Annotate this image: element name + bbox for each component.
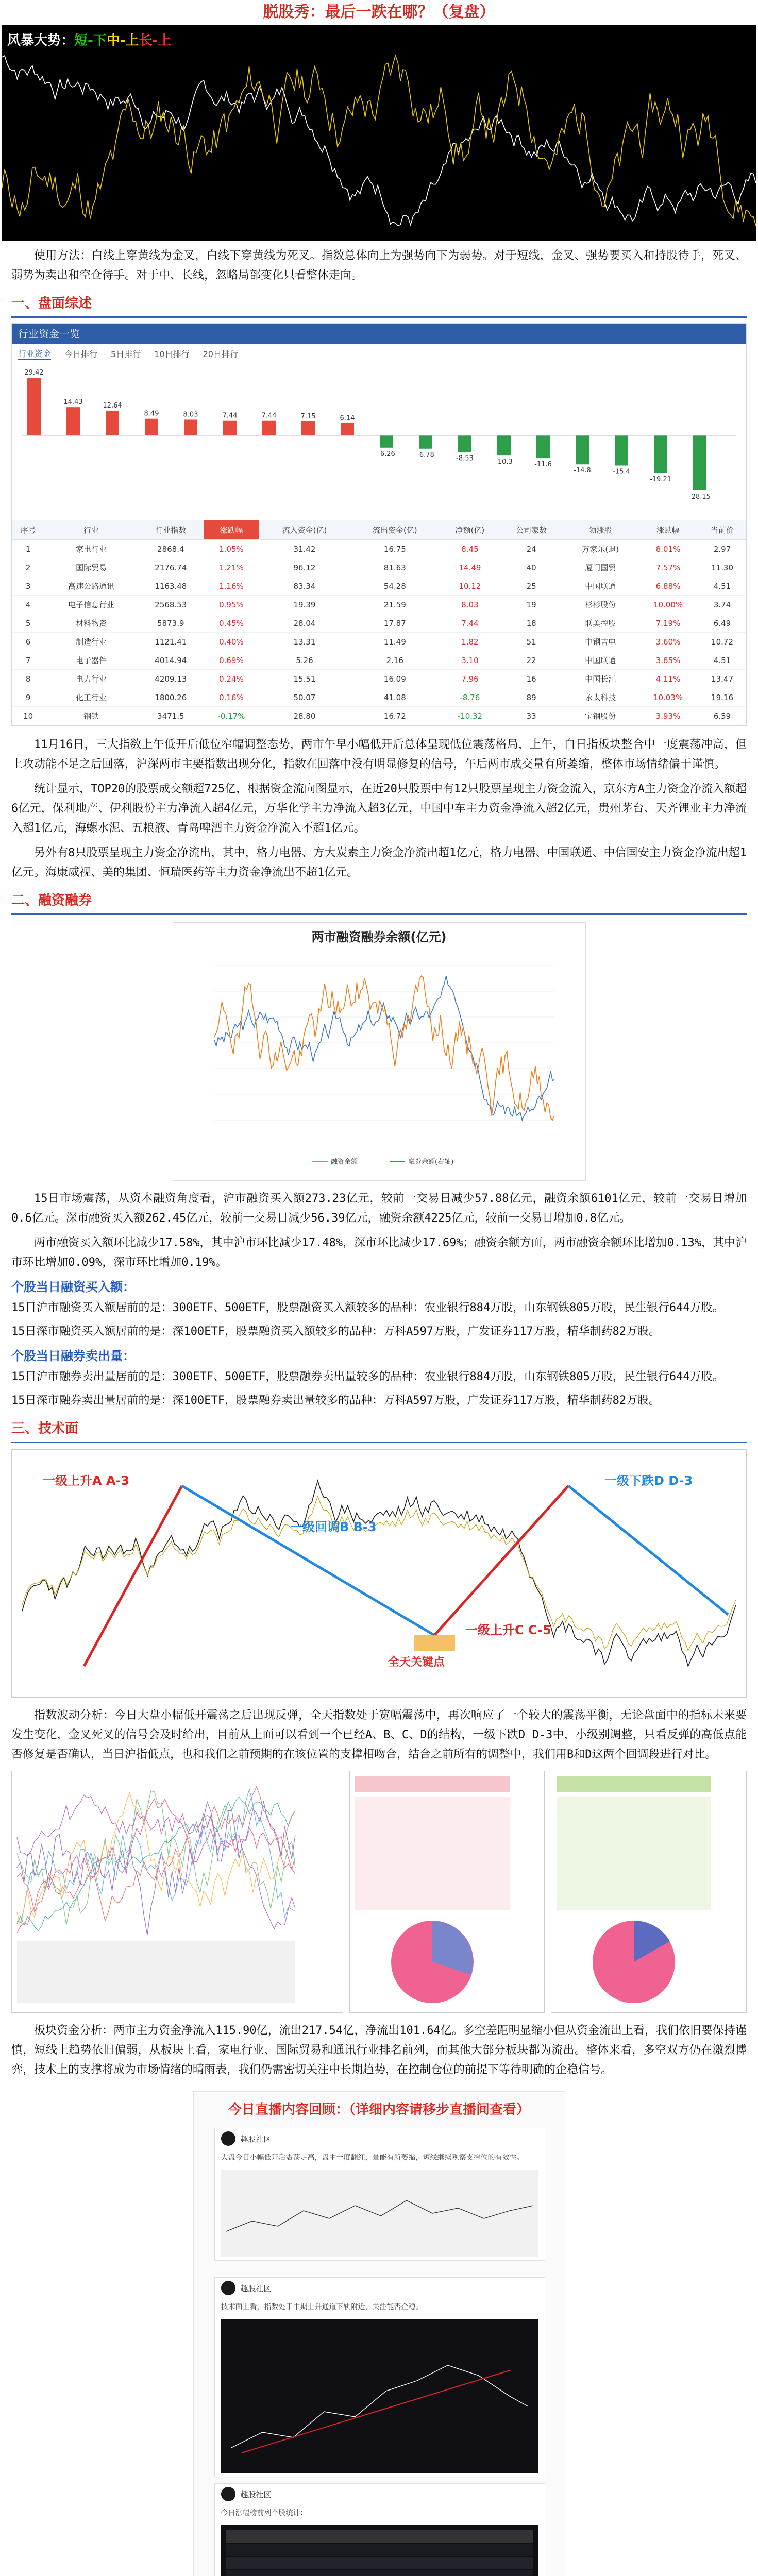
th-price[interactable]: 当前价 xyxy=(698,520,746,540)
thumb-pie-a-svg xyxy=(350,1771,545,2013)
table-cell: -10.32 xyxy=(440,707,500,725)
fund-bar xyxy=(654,435,667,473)
wave-a xyxy=(84,1486,182,1666)
sec2-para2: 两市融资买入额环比减少17.58%，其中沪市环比减少17.48%，深市环比减少17.69%；融资余额方面，两市融资余额环比增加0.13%，其中沪市环比增加0.09%，深市环比增加0.19%。 xyxy=(11,1236,747,1269)
fund-bar xyxy=(419,435,432,449)
table-cell: 永太科技 xyxy=(563,688,638,707)
thumb-header-bar xyxy=(355,1776,510,1792)
table-cell: 电力行业 xyxy=(44,670,138,688)
table-cell: 21.59 xyxy=(350,596,440,614)
table-cell: 3 xyxy=(12,577,44,596)
avatar xyxy=(221,2281,235,2295)
table-cell: 高速公路通讯 xyxy=(44,577,138,596)
card-image-svg xyxy=(221,2170,538,2257)
fund-bar-label: -28.15 xyxy=(689,493,711,501)
table-cell: 10 xyxy=(12,707,44,725)
fund-bar-chart xyxy=(12,363,746,518)
margin-line-blue xyxy=(214,976,554,1120)
trend-short: 短-下 xyxy=(74,33,107,48)
table-cell: 2.97 xyxy=(698,540,746,558)
fund-bar-label: -14.8 xyxy=(574,467,591,475)
table-cell: 化工行业 xyxy=(44,688,138,707)
table-cell: 1.82 xyxy=(440,633,500,651)
page-title: 脱股秀：最后一跌在哪？（复盘） xyxy=(263,3,495,21)
table-cell: 7.57% xyxy=(638,558,698,577)
thumb-line xyxy=(17,1801,295,1935)
table-cell: 50.07 xyxy=(259,688,349,707)
table-cell: 3.85% xyxy=(638,651,698,670)
sec1-para1: 11月16日，三大指数上午低开后低位窄幅调整态势，两市午早小幅低开后总体呈现低位震荡格局，上午，白日指板块整合中一度震荡冲高，但上攻动能不足之后回落，沪深两市主要指数出现分化，指数在回落中没有明显修复的信号，午后两市成交量有所萎缩，整体市场情绪偏于谨慎。 xyxy=(11,738,747,771)
section-1-title: 一、盘面综述 xyxy=(11,296,92,311)
promo-card-2 xyxy=(214,2277,545,2477)
thumb-multi-line-svg xyxy=(12,1771,343,2013)
table-cell: 材料物资 xyxy=(44,614,138,633)
table-cell: 8 xyxy=(12,670,44,688)
table-cell: 2868.4 xyxy=(138,540,204,558)
table-cell: 8.45 xyxy=(440,540,500,558)
thumb-line xyxy=(17,1789,295,1923)
table-cell: 2 xyxy=(12,558,44,577)
card-image xyxy=(221,2170,538,2257)
table-cell: 5.26 xyxy=(259,651,349,670)
avatar xyxy=(221,2131,235,2146)
table-cell: -0.17% xyxy=(204,707,260,725)
card-image xyxy=(221,2525,538,2576)
legend-a: 融资余额 xyxy=(330,1158,358,1166)
table-cell: 7.96 xyxy=(440,670,500,688)
card-text: 大盘今日小幅低开后震荡走高，盘中一度翻红，量能有所萎缩，短线继续观察支撑位的有效性。 xyxy=(221,2154,524,2162)
sec3-para1: 指数波动分析：今日大盘小幅低开震荡之后出现反弹，全天指数处于宽幅震荡中，再次响应了一个较大的震荡平衡，无论盘面中的指标未来要发生变化，金叉死叉的信号会及时给出，目前从上面可以看到一个已经A、B、C、D的结构，一级下跌D D-3中，小级别调整，只看反弹的高低点能否修复是否确认，当日沪指低点，也和我们之前预期的在该位置的支撑相吻合，结合之前所有的调整中，我们用B和D这两个回调段进行对比。 xyxy=(11,1709,747,1761)
buy-sz: 15日深市融资买入额居前的是：深100ETF，股票融资买入额较多的品种：万科A597万股，广发证券117万股，精华制药82万股。 xyxy=(11,1325,661,1338)
table-cell: 电子信息行业 xyxy=(44,596,138,614)
thumb-line xyxy=(17,1795,295,1929)
table-header-row xyxy=(12,520,746,540)
table-cell: 4209.13 xyxy=(138,670,204,688)
fund-bar-label: -11.6 xyxy=(534,461,552,469)
table-cell: 19.16 xyxy=(698,688,746,707)
industry-table xyxy=(12,520,746,725)
table-cell: 22 xyxy=(500,651,563,670)
fund-bar xyxy=(184,419,197,435)
label-a3: 一级上升A A-3 xyxy=(43,1473,130,1488)
fund-bar xyxy=(106,411,119,435)
table-cell: 16 xyxy=(500,670,563,688)
table-cell: 1121.41 xyxy=(138,633,204,651)
table-cell: 厦门国贸 xyxy=(563,558,638,577)
section-3-title: 三、技术面 xyxy=(11,1421,79,1436)
table-cell: 宝钢股份 xyxy=(563,707,638,725)
table-cell: 电子器件 xyxy=(44,651,138,670)
margin-grid xyxy=(214,965,554,1120)
table-cell: 19.39 xyxy=(259,596,349,614)
table-cell: 0.16% xyxy=(204,688,260,707)
technical-chart xyxy=(11,1449,747,1698)
card-line xyxy=(226,2200,533,2231)
table-cell: 钢铁 xyxy=(44,707,138,725)
table-cell: 0.95% xyxy=(204,596,260,614)
margin-line-orange xyxy=(214,976,554,1120)
fund-bar xyxy=(66,407,80,435)
table-cell: 1 xyxy=(12,540,44,558)
table-cell: 0.40% xyxy=(204,633,260,651)
fund-bar-label: 29.42 xyxy=(24,369,44,377)
table-row[interactable] xyxy=(12,670,746,688)
card-header xyxy=(215,2128,545,2149)
section-2-title: 二、融资融券 xyxy=(11,893,92,908)
promo-card-3 xyxy=(214,2483,545,2576)
promo-title: 今日直播内容回顾：（详细内容请移步直播间查看） xyxy=(228,2102,530,2117)
table-cell: 4.11% xyxy=(638,670,698,688)
table-cell: 33 xyxy=(500,707,563,725)
buy-sh: 15日沪市融资买入额居前的是：300ETF、500ETF，股票融资买入额较多的品种：农业银行884万股，山东钢铁805万股，民生银行644万股。 xyxy=(11,1301,724,1314)
trend-prefix: 风暴大势： xyxy=(7,33,75,48)
table-cell: 6.49 xyxy=(698,614,746,633)
buy-subtitle: 个股当日融资买入额： xyxy=(11,1280,135,1294)
table-cell: 6.59 xyxy=(698,707,746,725)
fund-bar-label: 8.03 xyxy=(183,411,198,419)
card-trend xyxy=(242,2370,510,2453)
table-cell: 0.69% xyxy=(204,651,260,670)
table-cell: 1800.26 xyxy=(138,688,204,707)
table-cell: 13.47 xyxy=(698,670,746,688)
th-leader-change[interactable]: 涨跌幅 xyxy=(638,520,698,540)
fund-bar xyxy=(301,421,315,435)
fund-bar xyxy=(458,435,471,452)
legend-b: 融券余额(右轴) xyxy=(408,1158,453,1166)
fund-bar-label: 7.44 xyxy=(261,412,277,420)
card-image xyxy=(221,2319,538,2473)
fund-bar xyxy=(380,435,393,448)
table-cell: 28.80 xyxy=(259,707,349,725)
promo-table-row xyxy=(226,2570,533,2576)
table-cell: 6 xyxy=(12,633,44,651)
th-count[interactable]: 公司家数 xyxy=(500,520,563,540)
table-cell: 81.63 xyxy=(350,558,440,577)
thumb-list-area xyxy=(355,1797,510,1910)
table-cell: 16.72 xyxy=(350,707,440,725)
live-recap xyxy=(193,2091,565,2576)
industry-panel xyxy=(11,323,747,726)
card-price xyxy=(231,2365,528,2448)
thumb-line xyxy=(17,1791,295,1925)
table-cell: 13.31 xyxy=(259,633,349,651)
fund-bar-label: -6.78 xyxy=(417,451,434,459)
thumb-line xyxy=(17,1797,295,1931)
table-cell: 杉杉股份 xyxy=(563,596,638,614)
table-cell: 3.10 xyxy=(440,651,500,670)
table-cell: 54.28 xyxy=(350,577,440,596)
table-cell: 7.44 xyxy=(440,614,500,633)
table-cell: 6.88% xyxy=(638,577,698,596)
table-cell: 3471.5 xyxy=(138,707,204,725)
table-cell: 7.19% xyxy=(638,614,698,633)
table-cell: 11.30 xyxy=(698,558,746,577)
table-cell: 5873.9 xyxy=(138,614,204,633)
tab-5day[interactable]: 5日排行 xyxy=(111,349,141,359)
promo-table-row xyxy=(226,2557,533,2569)
panel-tabs xyxy=(12,344,746,363)
fund-bar-label: 14.43 xyxy=(63,398,83,406)
tab-today[interactable]: 今日排行 xyxy=(64,349,98,359)
avatar xyxy=(221,2487,235,2501)
thumb-pie-b xyxy=(551,1771,747,2013)
table-cell: 5 xyxy=(12,614,44,633)
fund-bar-label: -6.26 xyxy=(378,450,395,458)
table-cell: 8.01% xyxy=(638,540,698,558)
table-row[interactable] xyxy=(12,596,746,614)
thumb-list-area xyxy=(557,1797,711,1910)
promo-table-row xyxy=(226,2530,533,2543)
table-row[interactable] xyxy=(12,558,746,577)
card-user[interactable]: 趣股社区 xyxy=(240,2134,272,2144)
margin-legend xyxy=(312,1158,453,1166)
table-row[interactable] xyxy=(12,577,746,596)
thumb-multi-line xyxy=(11,1771,343,2013)
margin-balance-chart xyxy=(173,922,586,1181)
card-header xyxy=(215,2484,545,2504)
table-cell: 中钢吉电 xyxy=(563,633,638,651)
fund-bar xyxy=(262,421,276,435)
fund-bar xyxy=(615,435,628,466)
card-text: 技术面上看，指数处于中期上升通道下轨附近，关注能否企稳。 xyxy=(221,2303,423,2311)
table-cell: 40 xyxy=(500,558,563,577)
fund-bar xyxy=(341,423,354,435)
fund-bar-label: 8.49 xyxy=(144,410,159,418)
margin-chart-title: 两市融资融券余额(亿元) xyxy=(311,930,447,944)
table-cell: 51 xyxy=(500,633,563,651)
trend-long: 长-上 xyxy=(139,33,172,48)
table-cell: 1.05% xyxy=(204,540,260,558)
avg-line xyxy=(22,1496,736,1651)
table-cell: 28.04 xyxy=(259,614,349,633)
table-cell: 4.51 xyxy=(698,651,746,670)
wave-d xyxy=(568,1486,728,1615)
label-b3: 一级回调B B-3 xyxy=(290,1520,377,1534)
table-cell: 国际贸易 xyxy=(44,558,138,577)
fund-bar-label: 7.15 xyxy=(300,412,316,420)
thumb-line xyxy=(17,1799,295,1933)
table-cell: 31.42 xyxy=(259,540,349,558)
fund-bar xyxy=(497,435,511,455)
table-cell: 19 xyxy=(500,596,563,614)
table-cell: 联美控股 xyxy=(563,614,638,633)
table-cell: 1163.48 xyxy=(138,577,204,596)
table-row[interactable] xyxy=(12,651,746,670)
promo-table-row xyxy=(226,2544,533,2556)
table-cell: 4014.94 xyxy=(138,651,204,670)
analysis-thumbnails xyxy=(11,1771,747,2013)
tab-industry-funds[interactable]: 行业资金 xyxy=(18,347,51,360)
sell-sh: 15日沪市融券卖出量居前的是：300ETF、500ETF，股票融券卖出量较多的品种：农业银行884万股，山东钢铁805万股，民生银行644万股。 xyxy=(11,1370,724,1383)
sell-subtitle: 个股当日融券卖出量： xyxy=(11,1349,135,1363)
tab-10day[interactable]: 10日排行 xyxy=(154,349,190,359)
table-cell: 10.12 xyxy=(440,577,500,596)
card-table-svg xyxy=(221,2525,538,2576)
table-cell: 3.60% xyxy=(638,633,698,651)
thumb-line xyxy=(17,1793,295,1927)
tab-20day[interactable]: 20日排行 xyxy=(203,349,238,359)
price-line xyxy=(22,1481,736,1666)
table-cell: 96.12 xyxy=(259,558,349,577)
fund-bar-label: -19.21 xyxy=(650,475,671,483)
table-cell: 89 xyxy=(500,688,563,707)
margin-chart-svg xyxy=(173,945,585,1172)
table-cell: 15.51 xyxy=(259,670,349,688)
sec1-para2: 统计显示，TOP20的股票成交额超725亿，根据资金流向图显示，在近20只股票中有12只股票呈现主力资金流入，京东方A主力资金净流入额超6亿元，保利地产、伊利股份主力净流入超4亿元，万华化学主力净流入超3亿元，中国中车主力资金净流入超2亿元，贵州茅台、天齐锂业主力净流入超1亿元，海螺水泥、五粮液、青岛啤酒主力资金净流入不超1亿元。 xyxy=(11,783,747,835)
th-index-value[interactable]: 行业指数 xyxy=(138,520,204,540)
fund-bar-label: -10.3 xyxy=(495,458,513,466)
table-cell: 0.24% xyxy=(204,670,260,688)
table-row[interactable] xyxy=(12,540,746,558)
fund-bar-label: 7.44 xyxy=(222,412,238,420)
card-header xyxy=(215,2278,545,2298)
label-key-point: 全天关键点 xyxy=(388,1656,445,1669)
label-c5: 一级上升C C-5 xyxy=(465,1623,551,1637)
thumb-bottom-panel xyxy=(17,1941,295,2003)
table-cell: 2.16 xyxy=(350,651,440,670)
fund-bar-label: -15.4 xyxy=(613,468,630,476)
table-row[interactable] xyxy=(12,614,746,633)
table-cell: 9 xyxy=(12,688,44,707)
sec1-para3: 另外有8只股票呈现主力资金净流出，其中，格力电器、方大炭素主力资金净流出超1亿元，格力电器、中国联通、中信国安主力资金净流出超1亿元。海康威视、美的集团、恒瑞医药等主力资金净流出不超1亿元。 xyxy=(11,846,747,879)
fund-bar xyxy=(27,378,41,435)
th-industry[interactable]: 行业 xyxy=(44,520,138,540)
table-cell: 1.21% xyxy=(204,558,260,577)
banner-chart xyxy=(2,25,756,241)
table-cell: 3.93% xyxy=(638,707,698,725)
label-d3: 一级下跌D D-3 xyxy=(604,1473,693,1488)
table-cell: 2176.74 xyxy=(138,558,204,577)
fund-bar xyxy=(693,435,706,490)
table-cell: 8.03 xyxy=(440,596,500,614)
table-cell: 17.87 xyxy=(350,614,440,633)
table-cell: 家电行业 xyxy=(44,540,138,558)
fund-bar xyxy=(145,419,158,435)
sec2-para1: 15日市场震荡，从资本融资角度看，沪市融资买入额273.23亿元，较前一交易日减少57.88亿元，融资余额6101亿元，较前一交易日增加0.6亿元。深市融资买入额262.45亿元，较前一交易日减少56.39亿元，融资余额4225亿元，较前一交易日增加0.8亿元。 xyxy=(11,1192,747,1225)
table-cell: 83.34 xyxy=(259,577,349,596)
card-text: 今日涨幅榜前列个股统计： xyxy=(221,2509,308,2517)
table-cell: 10.00% xyxy=(638,596,698,614)
table-cell: 中国联通 xyxy=(563,651,638,670)
table-cell: 制造行业 xyxy=(44,633,138,651)
table-cell: 万家乐(退) xyxy=(563,540,638,558)
table-cell: 7 xyxy=(12,651,44,670)
table-cell: 16.09 xyxy=(350,670,440,688)
fund-bar-label: 12.64 xyxy=(103,401,122,410)
table-cell: 14.49 xyxy=(440,558,500,577)
table-cell: -8.76 xyxy=(440,688,500,707)
th-inflow[interactable]: 流入资金(亿) xyxy=(259,520,349,540)
thumb-pie-b-svg xyxy=(551,1771,746,2013)
panel-title: 行业资金一览 xyxy=(12,324,746,344)
card-image-svg xyxy=(221,2319,538,2473)
th-outflow[interactable]: 流出资金(亿) xyxy=(350,520,440,540)
table-row[interactable] xyxy=(12,707,746,725)
table-cell: 41.08 xyxy=(350,688,440,707)
card-user[interactable]: 趣股社区 xyxy=(240,2489,272,2499)
fund-bar xyxy=(536,435,550,458)
table-cell: 1.16% xyxy=(204,577,260,596)
table-cell: 3.74 xyxy=(698,596,746,614)
table-cell: 中国长江 xyxy=(563,670,638,688)
thumb-pie-a xyxy=(349,1771,545,2013)
th-index[interactable]: 序号 xyxy=(12,520,44,540)
table-row[interactable] xyxy=(12,688,746,707)
table-cell: 中国联通 xyxy=(563,577,638,596)
table-cell: 10.72 xyxy=(698,633,746,651)
trend-label xyxy=(7,30,171,49)
promo-card-1 xyxy=(214,2128,545,2261)
thumb-header-bar xyxy=(557,1776,711,1792)
key-point-box xyxy=(414,1635,455,1651)
fund-bar-label: 6.14 xyxy=(340,414,355,422)
table-cell: 25 xyxy=(500,577,563,596)
th-change[interactable]: 涨跌幅 xyxy=(204,520,260,540)
fund-bar xyxy=(223,421,237,435)
sell-sz: 15日深市融券卖出量居前的是：深100ETF，股票融券卖出量较多的品种：万科A597万股，广发证券117万股，精华制药82万股。 xyxy=(11,1394,661,1407)
th-net[interactable]: 净额(亿) xyxy=(440,520,500,540)
table-cell: 11.49 xyxy=(350,633,440,651)
trend-banner xyxy=(2,25,756,241)
intro-text: 使用方法：白线上穿黄线为金叉，白线下穿黄线为死叉。指数总体向上为强势向下为弱势。对于短线，金叉、强势要买入和持股待手，死叉、弱势为卖出和空仓待手。对于中、长线，忽略局部变化只看整体走向。 xyxy=(11,249,747,282)
table-row[interactable] xyxy=(12,633,746,651)
sec3-para2: 板块资金分析：两市主力资金净流入115.90亿，流出217.54亿，净流出101.64亿。多空差距明显缩小但从资金流出上看，我们依旧要保持谨慎，短线上趋势依旧偏弱，从板块上看，家电行业、国际贸易和通讯行业排名前列，而其他大部分板块都为流出。整体来看，多空双方仍在激烈博弈，技术上的支撑将成为市场情绪的晴雨表，我们仍需密切关注中长期趋势，在控制仓位的前提下等待明确的企稳信号。 xyxy=(11,2024,747,2076)
th-leader[interactable]: 领涨股 xyxy=(563,520,638,540)
fund-bar-label: -8.53 xyxy=(456,454,474,463)
table-cell: 10.03% xyxy=(638,688,698,707)
trend-mid: 中-上 xyxy=(106,33,139,48)
table-cell: 24 xyxy=(500,540,563,558)
table-cell: 0.45% xyxy=(204,614,260,633)
table-cell: 18 xyxy=(500,614,563,633)
table-cell: 2568.53 xyxy=(138,596,204,614)
table-cell: 16.75 xyxy=(350,540,440,558)
table-cell: 4 xyxy=(12,596,44,614)
table-cell: 4.51 xyxy=(698,577,746,596)
card-user[interactable]: 趣股社区 xyxy=(240,2283,272,2293)
fund-bar xyxy=(576,435,589,464)
